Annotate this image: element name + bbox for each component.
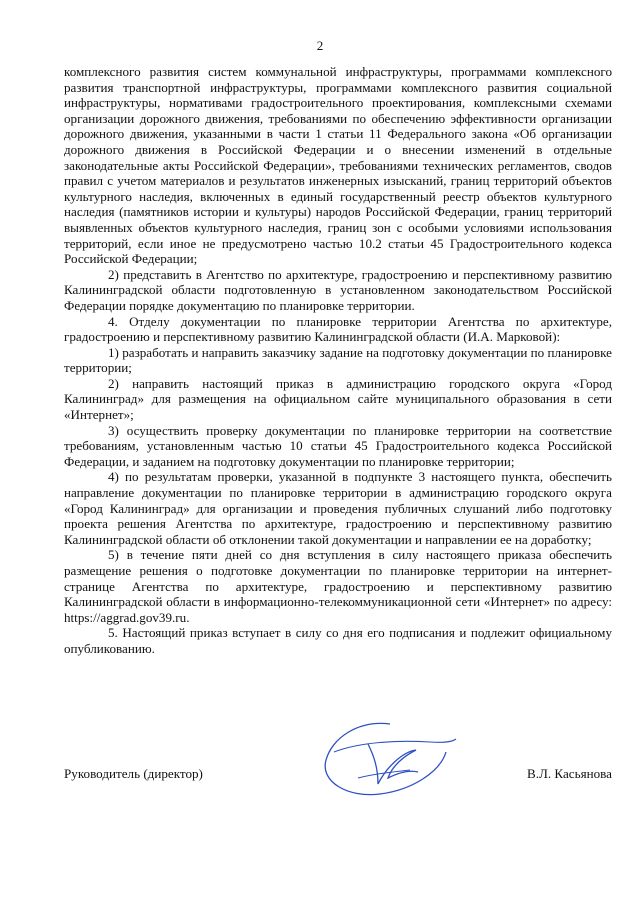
document-body xyxy=(64,64,612,657)
paragraph-item-4-2: 2) направить настоящий приказ в администрацию городского округа «Город Калининград» для размещения на официальном сайте муниципального образования в сети «Интернет»; xyxy=(64,375,612,423)
paragraph-continuation: комплексного развития систем коммунальной инфраструктуры, программами комплексного развития транспортной инфраструктуры, программами комплексного развития социальной инфраструктуры, нормативами градостроительного проектирования, комплексными схемами организации дорожного движения, требованиями по обеспечению эффективности организации дорожного движения, указанными в части 1 статьи 11 Федерального закона «Об организации дорожного движения в Российской Федерации и о внесении изменений в отдельные законодательные акты Российской Федерации», требованиями технических регламентов, сводов правил с учетом материалов и результатов инженерных изысканий, границ территорий объектов культурного наследия, включенных в единый государственный реестр объектов культурного наследия (памятников истории и культуры) народов Российской Федерации, границ территорий выявленных объектов культурного наследия, границ зон с особыми условиями использования территорий, если иное не предусмотрено частью 10.2 статьи 45 Градостроительного кодекса Российской Федерации; xyxy=(64,64,612,267)
handwritten-signature xyxy=(318,712,458,804)
paragraph-item-5: 5. Настоящий приказ вступает в силу со дня его подписания и подлежит официальному опубликованию. xyxy=(64,625,612,656)
paragraph-item-4-5: 5) в течение пяти дней со дня вступления в силу настоящего приказа обеспечить размещение решения о подготовке документации по планировке территории на интернет-странице Агентства по архитектуре, градостроению и перспективному развитию Калининградской области в информационно-телекоммуникационной сети «Интернет» по адресу: https://aggrad.gov39.ru. xyxy=(64,547,612,625)
paragraph-item-3-2: 2) представить в Агентство по архитектуре, градостроению и перспективному развитию Калининградской области подготовленную в установленном законодательством Российской Федерации порядке документацию по планировке территории. xyxy=(64,266,612,313)
signature-row xyxy=(64,766,612,786)
signatory-name: В.Л. Касьянова xyxy=(527,766,612,781)
paragraph-item-4: 4. Отделу документации по планировке территории Агентства по архитектуре, градостроению и перспективному развитию Калининградской области (И.А. Марковой): xyxy=(64,313,612,345)
paragraph-item-4-4: 4) по результатам проверки, указанной в подпункте 3 настоящего пункта, обеспечить направление документации по планировке территории в администрацию городского округа «Город Калининград» для организации и проведения публичных слушаний либо подготовку проекта решения Агентства по архитектуре, градостроению и перспективному развитию Калининградской области об отклонении такой документации и направлении ее на доработку; xyxy=(64,469,612,547)
paragraph-item-4-3: 3) осуществить проверку документации по планировке территории на соответствие требованиям, установленным частью 10 статьи 45 Градостроительного кодекса Российской Федерации, и заданием на подготовку документации по планировке территории; xyxy=(64,422,612,469)
page-number: 2 xyxy=(316,38,324,53)
paragraph-item-4-1: 1) разработать и направить заказчику задание на подготовку документации по планировке территории; xyxy=(64,344,612,376)
signatory-position: Руководитель (директор) xyxy=(64,766,203,781)
